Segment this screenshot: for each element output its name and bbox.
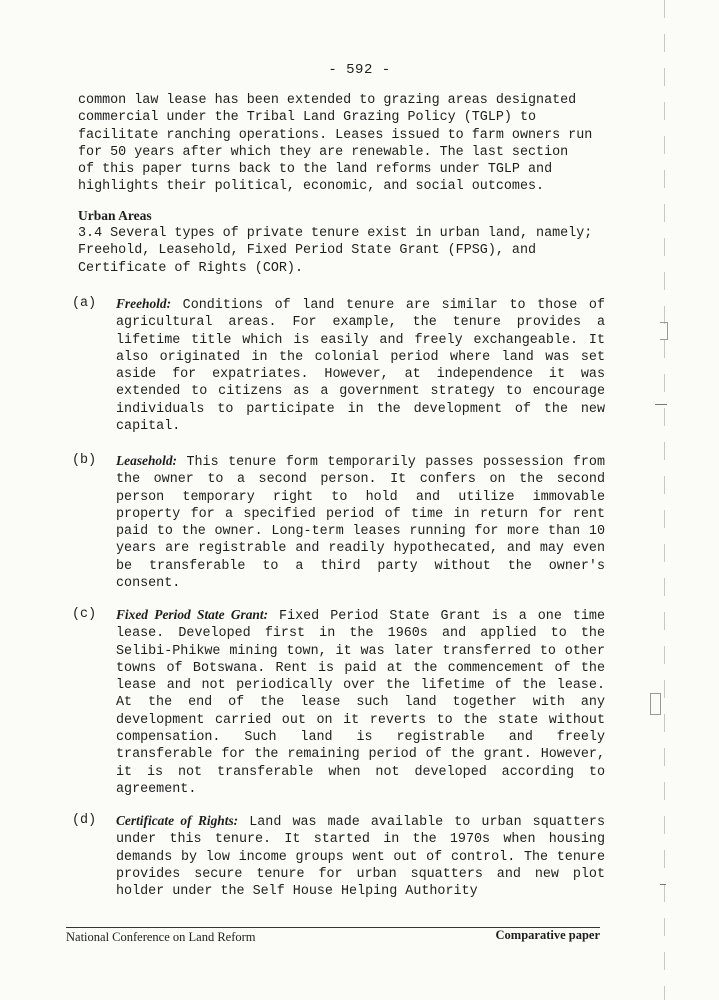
- text-line: for 50 years after which they are renewable. The last section: [78, 144, 569, 160]
- text-line: of this paper turns back to the land reforms under TGLP and: [78, 162, 553, 178]
- list-item-body: [116, 606, 605, 798]
- list-marker: (a): [72, 296, 97, 311]
- list-item-term: Freehold:: [116, 296, 172, 311]
- list-item-fixed-period-state-grant: [72, 606, 605, 798]
- list-item-text: Conditions of land tenure are similar to those of agricultural areas. For example, the tenure provides a lifetime title which is easily and freely exchangeable. It also originated in the colonial period where land was set aside for expatriates. However, at independence it was extended to citizens as a government strategy to encourage individuals to participate in the development of the new capital.: [116, 298, 605, 435]
- scan-edge-mark: [660, 322, 668, 340]
- scan-edge-line: [664, 0, 665, 1000]
- text-line: Certificate of Rights (COR).: [78, 260, 303, 276]
- text-line: highlights their political, economic, and social outcomes.: [78, 179, 545, 195]
- text-line: common law lease has been extended to grazing areas designated: [78, 93, 577, 108]
- footer-conference-name: National Conference on Land Reform: [66, 930, 256, 944]
- list-item-leasehold: [72, 452, 605, 592]
- list-item-body: [116, 812, 605, 900]
- list-item-text: This tenure form temporarily passes possession from the owner to a second person. It confers on the second person temporary right to hold and utilize immovable property for a specified period of time in return for rent paid to the owner. Long-term leases running for more than 10 years are registrable and readily hypothecated, and may even be transferable to a third party without the owner's consent.: [116, 455, 605, 592]
- list-item-body: [116, 452, 605, 592]
- list-marker: (d): [72, 813, 97, 828]
- text-line: commercial under the Tribal Land Grazing Policy (TGLP) to: [78, 110, 537, 126]
- list-item-text: Land was made available to urban squatters under this tenure. It started in the 1970s when housing demands by low income groups went out of control. The tenure provides secure tenure for urban squatters and new plot holder under the Self House Helping Authority: [116, 815, 606, 900]
- footer-paper-type: Comparative paper: [495, 928, 600, 942]
- list-item-term: Leasehold:: [116, 453, 177, 468]
- text-line: Freehold, Leasehold, Fixed Period State Grant (FPSG), and: [78, 243, 537, 259]
- section-heading: Urban Areas: [78, 208, 152, 223]
- list-item-body: [116, 295, 605, 435]
- scan-edge-tick: [655, 404, 667, 405]
- text-line: 3.4 Several types of private tenure exist in urban land, namely;: [78, 226, 593, 241]
- list-marker: (c): [72, 607, 97, 622]
- text-line: facilitate ranching operations. Leases issued to farm owners run: [78, 127, 593, 143]
- intro-paragraph: [78, 92, 605, 196]
- list-item-freehold: [72, 295, 605, 435]
- list-item-certificate-of-rights: [72, 812, 605, 900]
- list-item-text: Fixed Period State Grant is a one time lease. Developed first in the 1960s and applied to the Selibi-Phikwe mining town, it was later transferred to other towns of Botswana. Rent is paid at the commencement of the lease and not periodically over the lifetime of the lease. At the end of the lease such land together with any development carried out on it reverts to the state without compensation. Such land is registrable and freely transferable for the remaining period of the grant. However, it is not transferable when not developed according to agreement.: [116, 609, 605, 797]
- list-item-term: Certificate of Rights:: [116, 813, 239, 828]
- list-item-term: Fixed Period State Grant:: [116, 607, 269, 622]
- scan-edge-mark: [650, 693, 661, 715]
- list-marker: (b): [72, 453, 97, 468]
- section-intro: [78, 225, 605, 277]
- scan-edge-tick: [660, 884, 666, 885]
- page-number: - 592 -: [328, 62, 391, 78]
